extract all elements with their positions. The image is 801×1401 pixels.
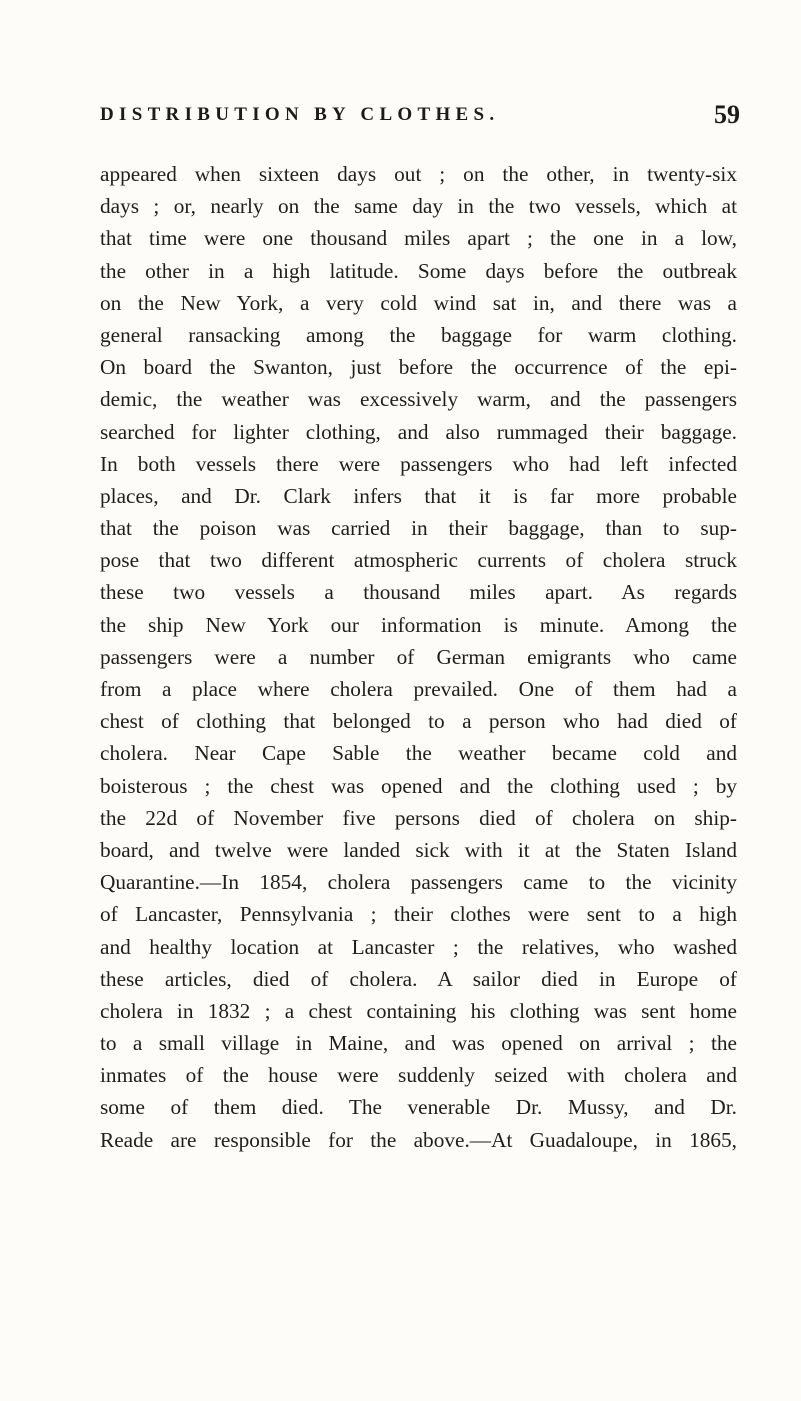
- text-line: on the New York, a very cold wind sat in, and there was a: [100, 290, 737, 315]
- text-line: some of them died. The venerable Dr. Mussy, and Dr.: [100, 1095, 737, 1120]
- text-line: these articles, died of cholera. A sailor died in Europe of: [100, 966, 737, 991]
- text-line: the 22d of November five persons died of cholera on ship-: [100, 805, 737, 830]
- text-line: and healthy location at Lancaster ; the relatives, who washed: [100, 934, 737, 959]
- text-line: that time were one thousand miles apart ; the one in a low,: [100, 226, 737, 251]
- text-line: general ransacking among the baggage for warm clothing.: [100, 322, 737, 347]
- text-line: Quarantine.—In 1854, cholera passengers came to the vicinity: [100, 870, 737, 895]
- text-line: days ; or, nearly on the same day in the two vessels, which at: [100, 194, 737, 219]
- page-header: [100, 100, 740, 136]
- text-line: from a place where cholera prevailed. One of them had a: [100, 677, 737, 701]
- text-line: pose that two different atmospheric currents of cholera struck: [100, 548, 737, 573]
- text-line: places, and Dr. Clark infers that it is far more probable: [100, 483, 737, 508]
- text-line: the other in a high latitude. Some days before the outbreak: [100, 258, 737, 283]
- body-text: [100, 158, 737, 1156]
- text-line: inmates of the house were suddenly seized with cholera and: [100, 1063, 737, 1088]
- text-line: to a small village in Maine, and was opened on arrival ; the: [100, 1031, 737, 1056]
- text-line: cholera. Near Cape Sable the weather became cold and: [100, 741, 737, 766]
- text-line: passengers were a number of German emigrants who came: [100, 644, 737, 669]
- text-line: On board the Swanton, just before the occurrence of the epi-: [100, 355, 737, 380]
- text-line: In both vessels there were passengers who had left infected: [100, 451, 737, 476]
- text-line: chest of clothing that belonged to a person who had died of: [100, 709, 737, 734]
- text-line: Reade are responsible for the above.—At Guadaloupe, in 1865,: [100, 1127, 737, 1152]
- page-number: 59: [714, 100, 740, 129]
- text-line: searched for lighter clothing, and also rummaged their baggage.: [100, 419, 737, 444]
- text-line: the ship New York our information is minute. Among the: [100, 612, 737, 637]
- text-line: of Lancaster, Pennsylvania ; their clothes were sent to a high: [100, 902, 737, 927]
- running-head: DISTRIBUTION BY CLOTHES.: [100, 104, 500, 125]
- text-line: that the poison was carried in their baggage, than to sup-: [100, 516, 737, 541]
- text-line: demic, the weather was excessively warm, and the passengers: [100, 387, 737, 412]
- text-line: boisterous ; the chest was opened and the clothing used ; by: [100, 773, 737, 798]
- text-line: appeared when sixteen days out ; on the other, in twenty-six: [100, 162, 737, 186]
- text-line: these two vessels a thousand miles apart. As regards: [100, 580, 737, 605]
- text-line: cholera in 1832 ; a chest containing his clothing was sent home: [100, 998, 737, 1023]
- text-line: board, and twelve were landed sick with it at the Staten Island: [100, 837, 737, 862]
